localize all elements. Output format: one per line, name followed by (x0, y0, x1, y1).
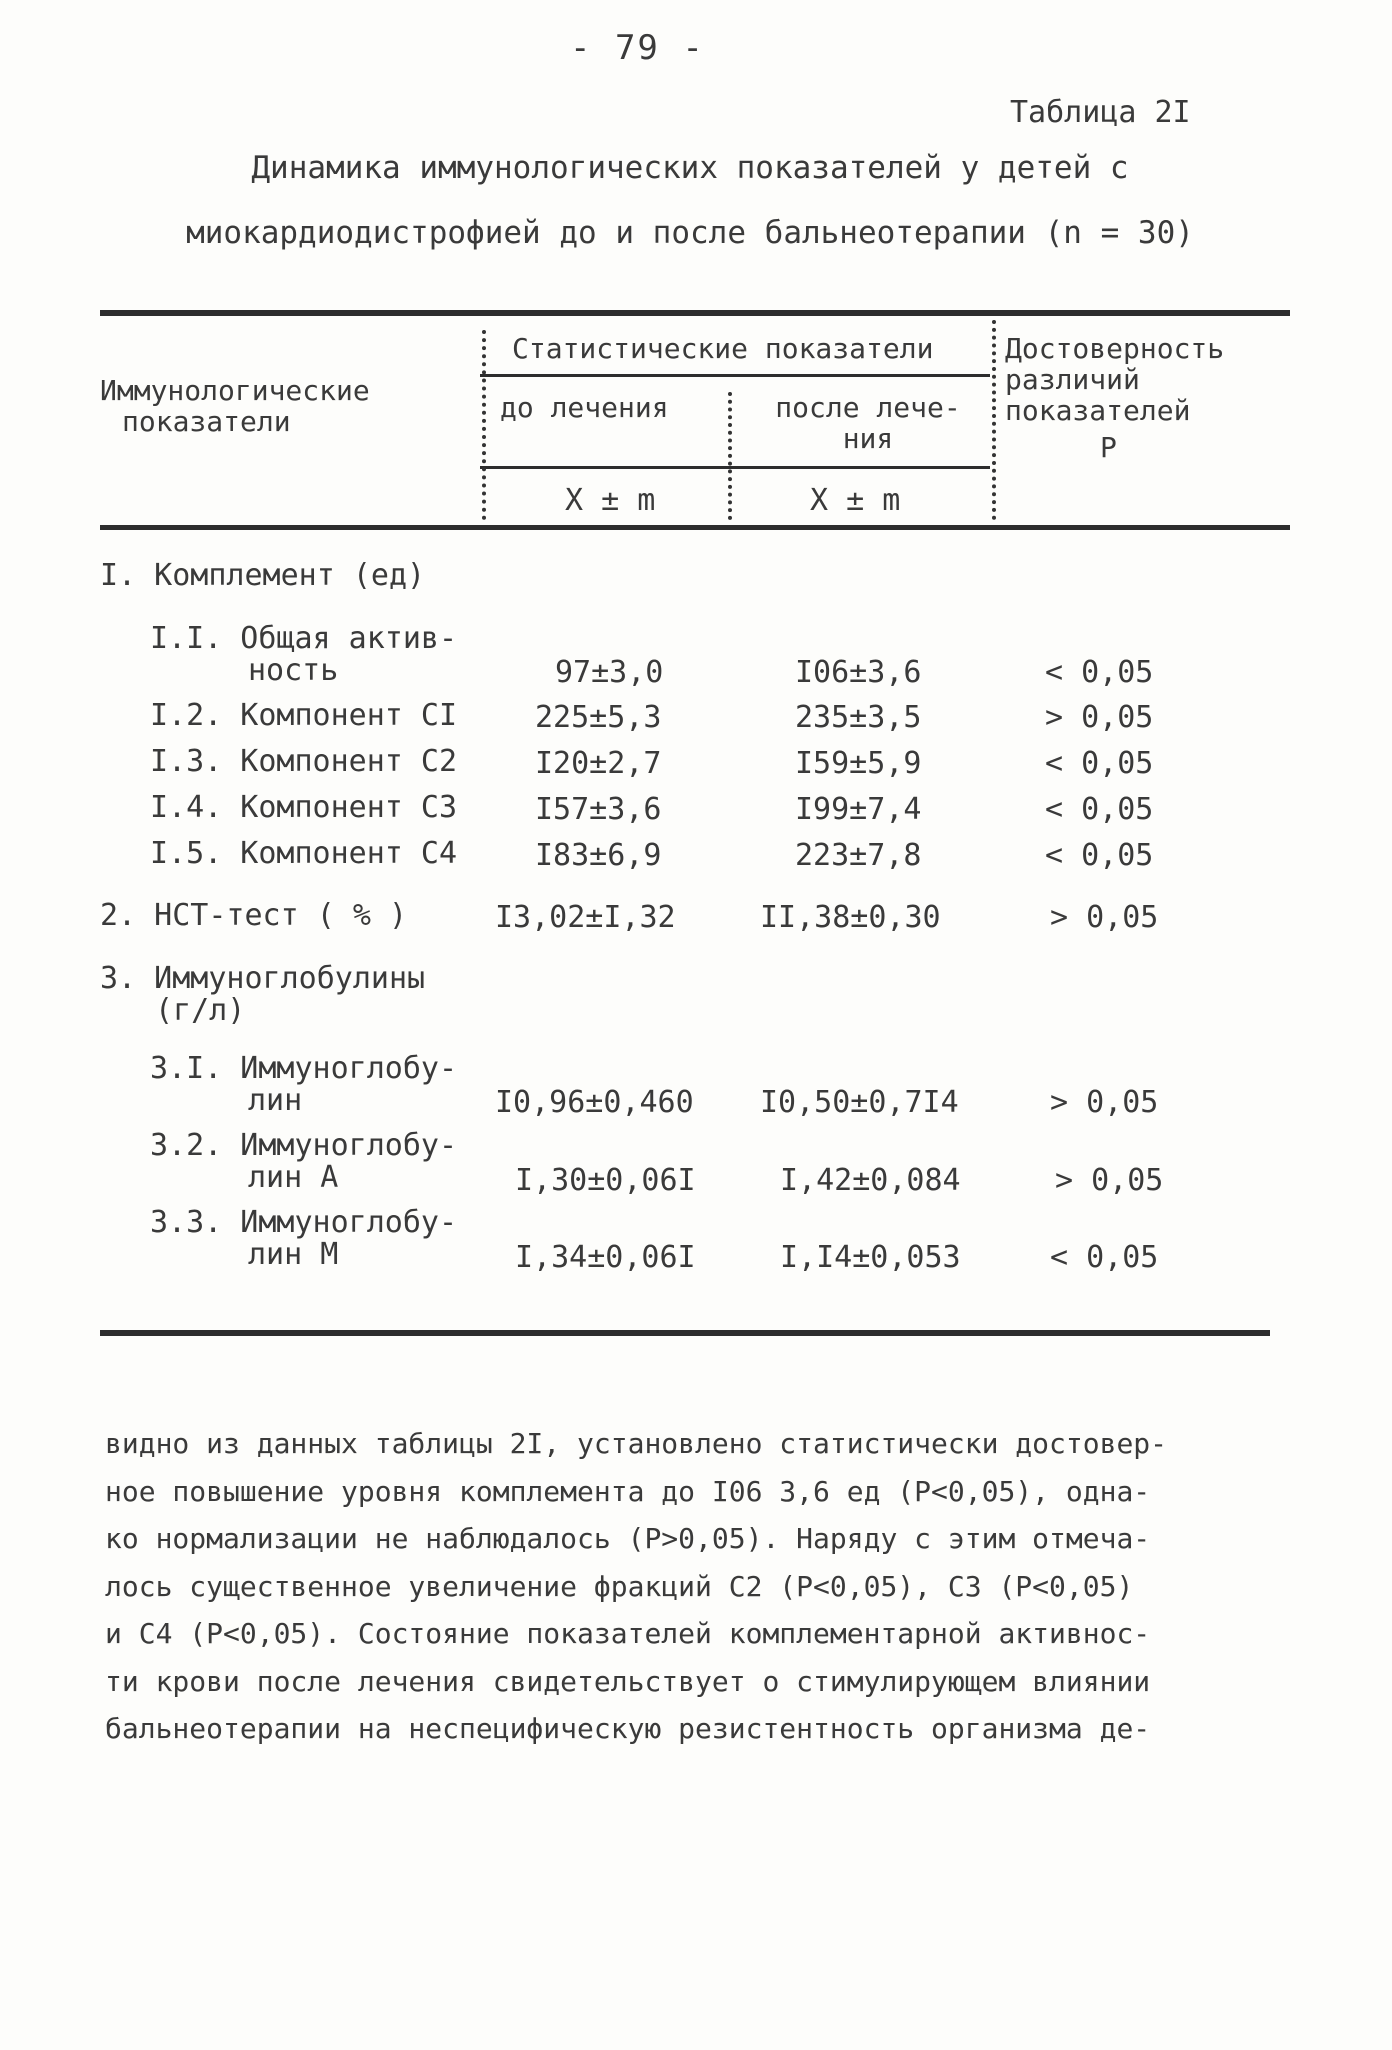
row-value-before: 225±5,3 (535, 700, 662, 735)
row-label: 3.3. Иммуноглобу- лин M (150, 1205, 458, 1272)
row-value-before: I3,02±I,32 (495, 900, 676, 935)
row-value-before: I0,96±0,460 (495, 1085, 694, 1120)
row-value-before: I20±2,7 (535, 746, 662, 781)
row-value-after: I,42±0,084 (780, 1163, 961, 1198)
header-statistics-group: Статистические показатели (512, 332, 934, 365)
header-bottom-rule (100, 525, 1290, 530)
row-value-before: I,34±0,06I (515, 1240, 696, 1275)
row-value-after: I,I4±0,053 (780, 1240, 961, 1275)
row-p-value: > 0,05 (1050, 1085, 1159, 1120)
row-value-after: I06±3,6 (795, 655, 922, 690)
row-p-value: > 0,05 (1050, 900, 1159, 935)
row-p-value: < 0,05 (1045, 792, 1154, 827)
row-p-value: < 0,05 (1045, 655, 1154, 690)
row-value-before: 97±3,0 (555, 655, 664, 690)
header-reliability: Достоверность различий показателей P (1005, 332, 1225, 464)
row-label: 3.I. Иммуноглобу- лин (150, 1051, 458, 1118)
table-bottom-rule (100, 1330, 1270, 1336)
header-separator-3 (992, 320, 996, 520)
paragraph-line: лось существенное увеличение фракций C2 (P<0,05), C3 (P<0,05) (105, 1569, 1134, 1603)
row-value-before: I83±6,9 (535, 838, 662, 873)
table-title-line-2: миокардиодистрофией до и после бальнеотерапии (n = 30) (186, 215, 1194, 251)
row-value-after: II,38±0,30 (760, 900, 941, 935)
paragraph-line: видно из данных таблицы 2I, установлено статистически достовер- (105, 1427, 1168, 1460)
row-label: 3. Иммуноглобулины (г/л) (100, 961, 426, 1028)
body-paragraph (105, 1420, 1295, 1753)
header-separator-2 (728, 392, 732, 520)
row-p-value: < 0,05 (1045, 746, 1154, 781)
row-label: I.3. Компонент C2 (150, 744, 458, 779)
table-label: Таблица 2I (1010, 95, 1191, 130)
paragraph-line: ко нормализации не наблюдалось (P>0,05). Наряду с этим отмеча- (105, 1522, 1151, 1555)
page-number: - 79 - (570, 28, 705, 68)
row-label: I.5. Компонент C4 (150, 836, 458, 871)
row-value-before: I,30±0,06I (515, 1163, 696, 1198)
row-value-after: 223±7,8 (795, 838, 922, 873)
row-label: I. Комплемент (ед) (100, 558, 426, 593)
header-after-treatment: после лече- ния (775, 391, 961, 455)
row-p-value: < 0,05 (1045, 838, 1154, 873)
header-before-treatment: до лечения (500, 391, 669, 424)
paragraph-line: бальнеотерапии на неспецифическую резистентность организма де- (105, 1712, 1151, 1745)
header-mean-before: X ± m (565, 483, 656, 518)
row-label: I.I. Общая актив- ность (150, 621, 458, 688)
header-indicators: Иммунологические показатели (100, 374, 370, 438)
row-value-after: I99±7,4 (795, 792, 922, 827)
row-p-value: > 0,05 (1055, 1163, 1164, 1198)
row-p-value: > 0,05 (1045, 700, 1154, 735)
header-separator-1 (482, 330, 486, 520)
group-header-rule (480, 374, 990, 377)
subheader-rule (480, 466, 990, 469)
row-value-after: 235±3,5 (795, 700, 922, 735)
row-label: I.4. Компонент C3 (150, 790, 458, 825)
paragraph-line: ти крови после лечения свидетельствует о стимулирующем влиянии (105, 1664, 1151, 1698)
row-value-after: I59±5,9 (795, 746, 922, 781)
row-label: 3.2. Иммуноглобу- лин A (150, 1128, 458, 1195)
table-top-rule (100, 310, 1290, 316)
table-title-line-1: Динамика иммунологических показателей у детей с (251, 150, 1129, 186)
header-mean-after: X ± m (810, 483, 901, 518)
row-p-value: < 0,05 (1050, 1240, 1159, 1275)
row-value-before: I57±3,6 (535, 792, 662, 827)
paragraph-line: ное повышение уровня комплемента до I06 3,6 ед (P<0,05), одна- (105, 1474, 1151, 1508)
row-label: 2. НСТ-тест ( % ) (100, 898, 408, 933)
row-label: I.2. Компонент CI (150, 698, 458, 733)
row-value-after: I0,50±0,7I4 (760, 1085, 959, 1120)
paragraph-line: и C4 (P<0,05). Состояние показателей комплементарной активнос- (105, 1617, 1151, 1650)
